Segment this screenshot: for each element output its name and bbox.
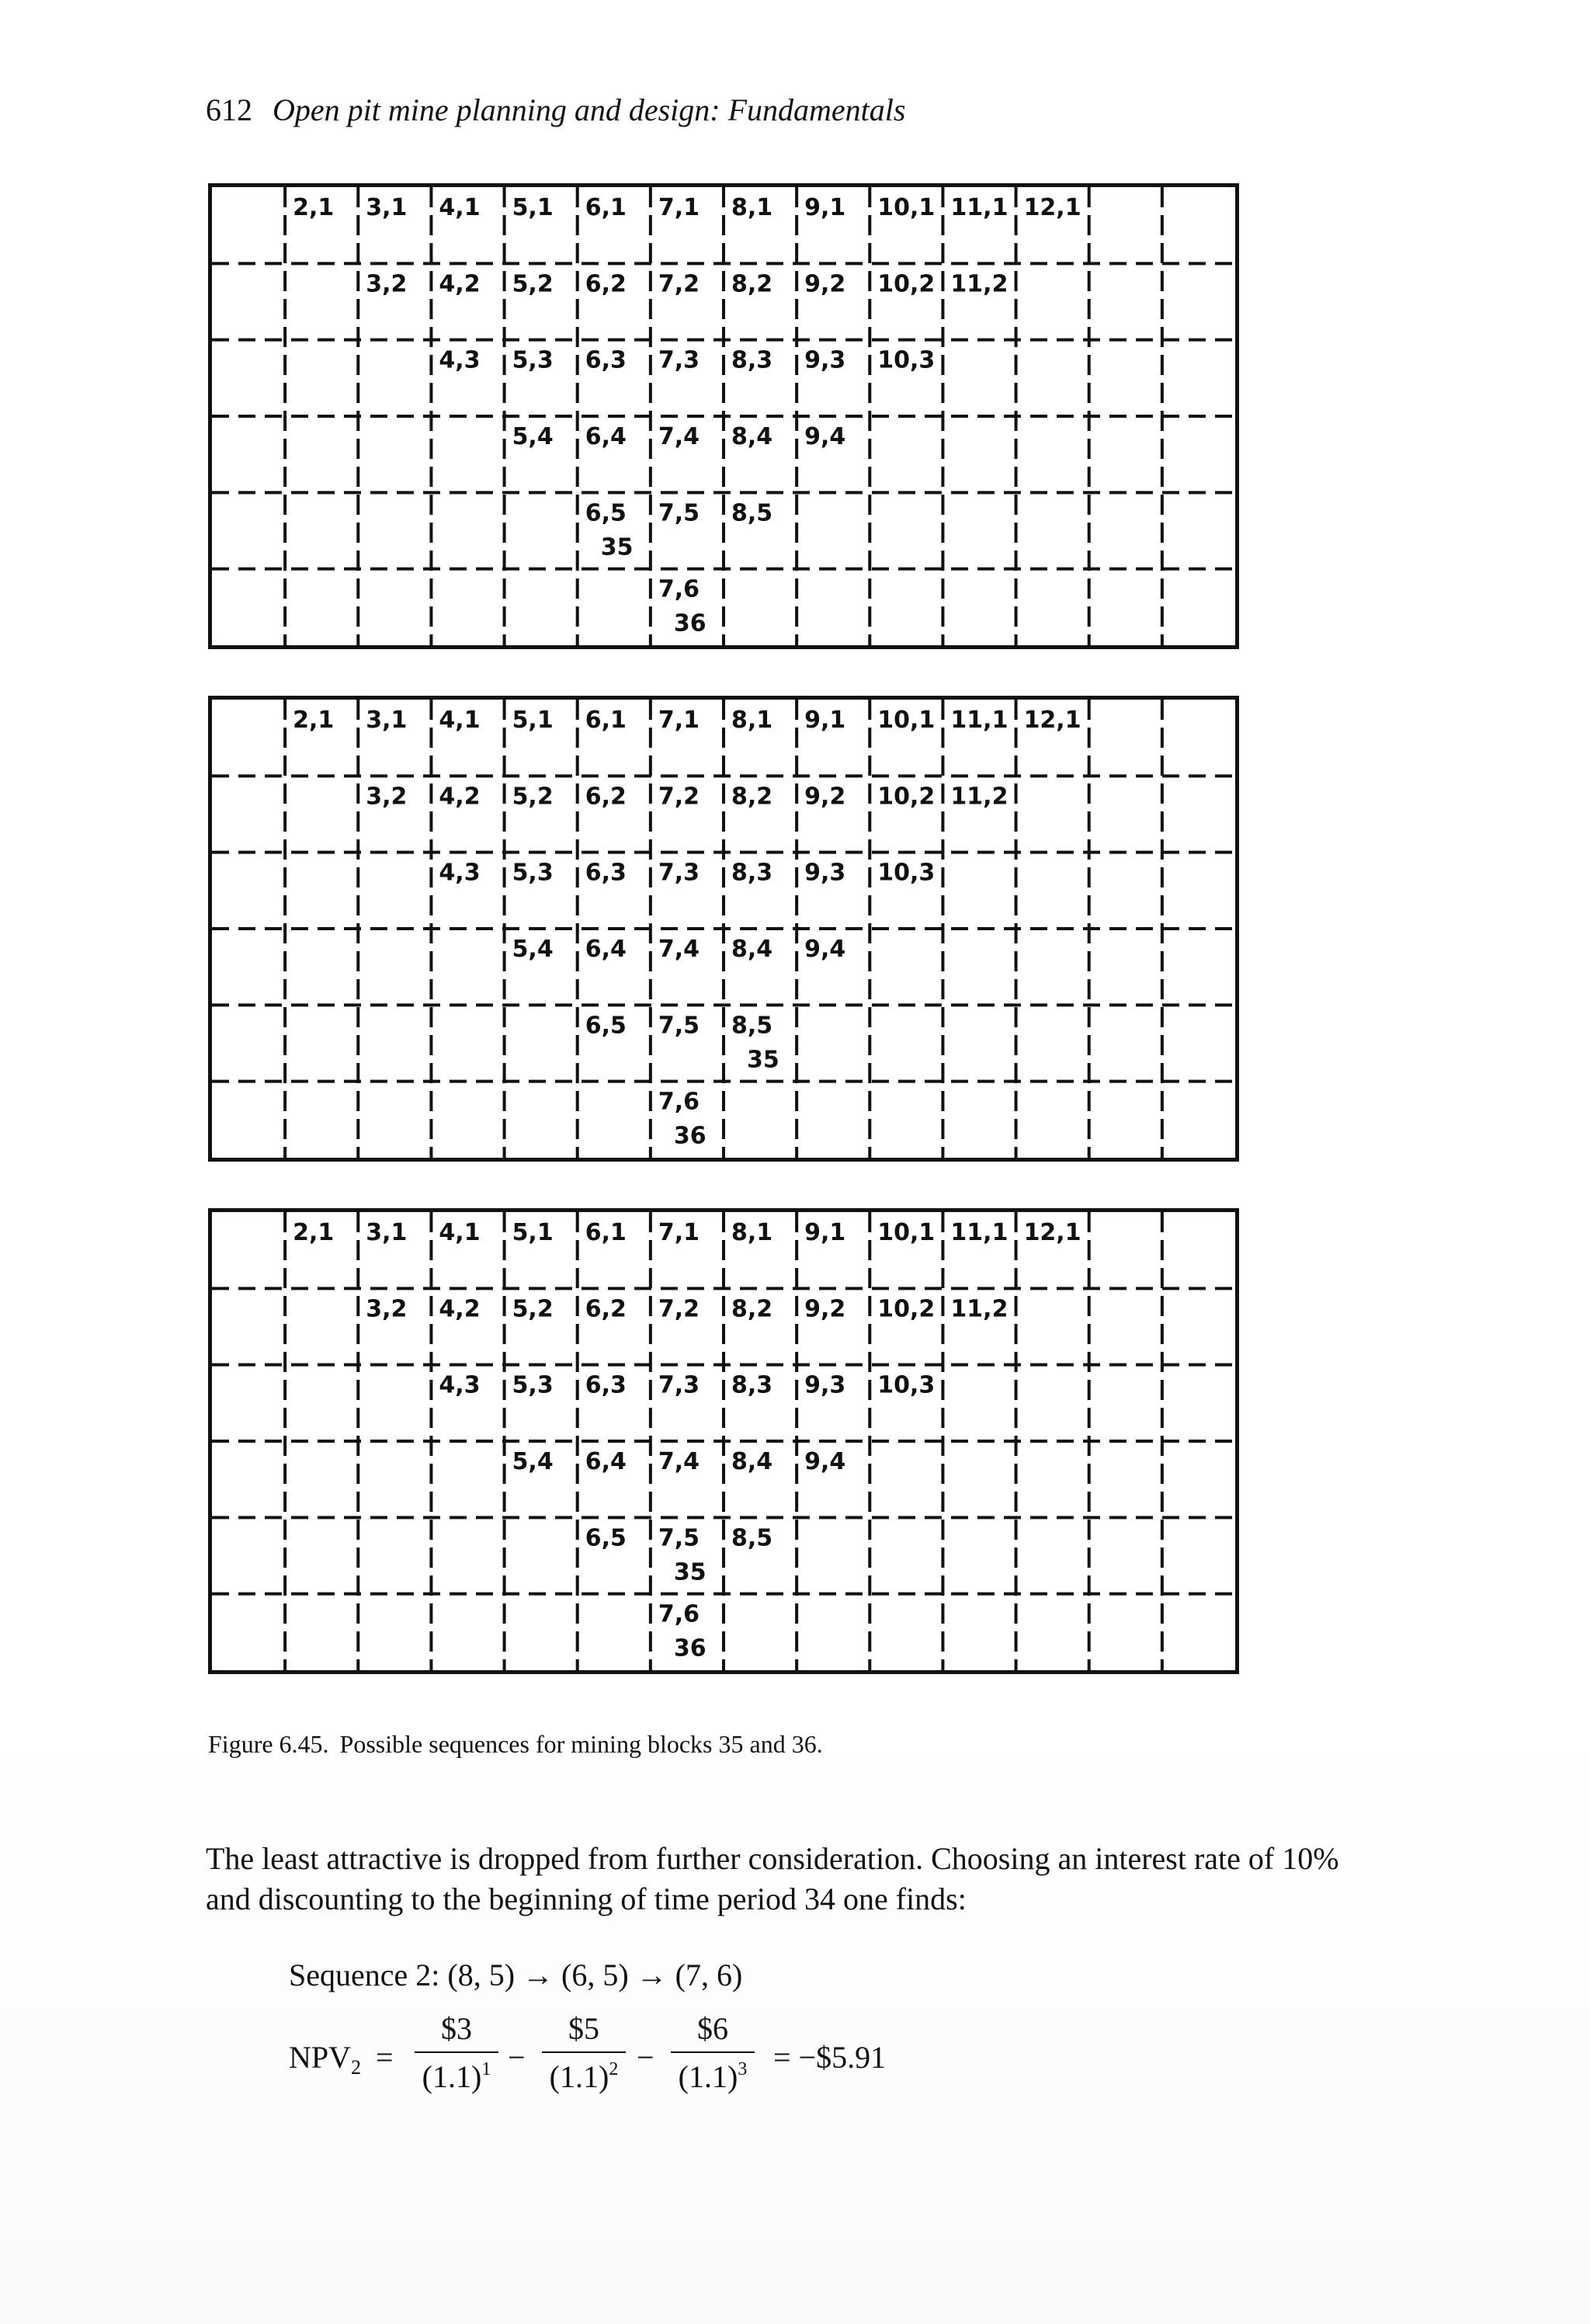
block-label: 9,2 [804,783,846,811]
block-number: 35 [600,533,634,561]
npv-term-1 [410,2010,503,2096]
block-label: 6,3 [585,859,627,887]
block-label: 8,4 [731,936,773,963]
block-label: 8,5 [731,1012,773,1040]
block-grid-panel-2 [208,696,1239,1162]
block-number: 36 [673,1634,706,1662]
block-label: 11,1 [950,194,1009,221]
paragraph-line-2: and discounting to the beginning of time period 34 one finds: [206,1881,967,1916]
block-label: 9,3 [804,859,846,887]
paragraph-line-1: The least attractive is dropped from further consideration. Choosing an interest rate of 10% [206,1841,1339,1876]
block-label: 10,2 [877,783,936,811]
block-label: 8,4 [731,1448,773,1475]
block-label: 7,6 [658,1088,700,1116]
block-label: 11,2 [950,1295,1009,1323]
block-label: 8,2 [731,1295,773,1323]
block-number: 35 [673,1558,706,1586]
block-label: 8,1 [731,707,773,734]
block-label: 10,3 [877,346,936,374]
term-1-base: (1.1) [422,2059,482,2094]
block-label: 5,2 [512,1295,554,1323]
block-label: 7,2 [658,270,700,298]
term-3-exponent: 3 [738,2059,748,2079]
block-label: 10,2 [877,270,936,298]
block-label: 6,2 [585,270,627,298]
block-grid-panel-1 [208,183,1239,649]
npv-minus-2: − [637,2040,654,2075]
block-label: 6,4 [585,936,627,963]
block-label: 3,1 [366,1219,408,1246]
block-number: 35 [747,1046,779,1074]
block-label: 7,1 [658,194,700,221]
block-label: 10,1 [877,707,936,734]
grid-svg-3 [212,1212,1235,1670]
term-2-base: (1.1) [549,2059,609,2094]
npv-result: = −$5.91 [773,2040,887,2075]
block-label: 8,1 [731,1219,773,1246]
book-title: Open pit mine planning and design: Fundamentals [273,92,906,127]
block-label: 7,2 [658,783,700,811]
running-head [206,92,905,128]
block-label: 2,1 [293,194,335,221]
block-label: 4,1 [439,1219,481,1246]
block-label: 4,2 [439,270,481,298]
block-label: 5,4 [512,423,554,450]
block-label: 2,1 [293,707,335,734]
term-2-denominator [537,2058,630,2096]
block-label: 6,5 [585,1012,627,1040]
block-label: 11,1 [950,707,1009,734]
block-label: 8,3 [731,346,773,374]
block-label: 7,6 [658,575,700,603]
fraction-bar [671,2051,755,2053]
block-number: 36 [673,610,706,637]
npv-minus-1: − [508,2040,526,2075]
block-grid-panel-3 [208,1208,1239,1674]
block-label: 8,1 [731,194,773,221]
block-label: 7,1 [658,707,700,734]
block-label: 3,2 [366,783,408,811]
term-2-numerator: $5 [568,2011,599,2046]
block-label: 4,3 [439,1371,481,1399]
block-label: 12,1 [1023,194,1081,221]
block-label: 7,2 [658,1295,700,1323]
block-label: 7,3 [658,859,700,887]
block-label: 6,3 [585,1371,627,1399]
block-label: 7,5 [658,499,700,527]
block-label: 10,3 [877,1371,936,1399]
term-1-numerator: $3 [441,2011,472,2046]
block-label: 10,3 [877,859,936,887]
block-label: 7,4 [658,423,700,450]
block-label: 8,3 [731,1371,773,1399]
npv-subscript: 2 [351,2056,362,2079]
block-label: 5,4 [512,936,554,963]
block-label: 4,3 [439,859,481,887]
block-label: 11,2 [950,270,1009,298]
npv-term-2 [537,2010,630,2096]
block-label: 9,4 [804,423,846,450]
block-label: 6,1 [585,707,627,734]
block-label: 10,2 [877,1295,936,1323]
block-label: 9,2 [804,270,846,298]
block-label: 6,4 [585,1448,627,1475]
block-label: 9,3 [804,1371,846,1399]
block-label: 7,6 [658,1600,700,1628]
block-label: 7,1 [658,1219,700,1246]
block-label: 3,1 [366,707,408,734]
block-label: 3,2 [366,1295,408,1323]
block-label: 7,3 [658,1371,700,1399]
block-label: 9,1 [804,194,846,221]
block-label: 5,3 [512,346,554,374]
npv-lhs [289,2039,362,2079]
body-paragraph [206,1839,1440,1919]
block-label: 9,1 [804,707,846,734]
block-label: 6,3 [585,346,627,374]
block-label: 9,4 [804,936,846,963]
block-label: 4,1 [439,194,481,221]
block-label: 10,1 [877,1219,936,1246]
block-label: 7,4 [658,936,700,963]
block-label: 11,1 [950,1219,1009,1246]
block-label: 6,2 [585,1295,627,1323]
block-label: 5,1 [512,194,554,221]
block-label: 5,2 [512,270,554,298]
block-label: 8,5 [731,499,773,527]
npv-term-3 [666,2010,759,2096]
block-label: 5,3 [512,1371,554,1399]
block-label: 8,2 [731,783,773,811]
sequence-line: Sequence 2: (8, 5) → (6, 5) → (7, 6) [289,1958,743,1992]
block-label: 7,4 [658,1448,700,1475]
block-label: 8,2 [731,270,773,298]
block-label: 4,2 [439,1295,481,1323]
grid-svg-1 [212,187,1235,645]
grid-svg-2 [212,700,1235,1158]
block-label: 6,4 [585,423,627,450]
term-2-exponent: 2 [609,2059,619,2079]
block-label: 9,4 [804,1448,846,1475]
block-label: 3,2 [366,270,408,298]
block-label: 3,1 [366,194,408,221]
block-label: 10,1 [877,194,936,221]
block-label: 2,1 [293,1219,335,1246]
block-label: 6,5 [585,1524,627,1552]
caption-text: Possible sequences for mining blocks 35 and 36. [339,1730,823,1758]
block-label: 9,3 [804,346,846,374]
npv-equals: = [376,2040,394,2075]
block-label: 9,2 [804,1295,846,1323]
block-label: 6,2 [585,783,627,811]
block-label: 5,1 [512,707,554,734]
term-3-base: (1.1) [678,2059,738,2094]
block-label: 5,2 [512,783,554,811]
caption-number: Figure 6.45. [208,1730,329,1758]
block-label: 8,3 [731,859,773,887]
block-number: 36 [673,1122,706,1150]
block-label: 11,2 [950,783,1009,811]
block-label: 6,1 [585,1219,627,1246]
block-label: 4,3 [439,346,481,374]
block-label: 6,5 [585,499,627,527]
block-label: 5,4 [512,1448,554,1475]
figure-caption [208,1730,823,1759]
block-label: 4,1 [439,707,481,734]
page-number: 612 [206,92,252,127]
block-label: 6,1 [585,194,627,221]
block-label: 7,5 [658,1524,700,1552]
fraction-bar [415,2051,498,2053]
fraction-bar [542,2051,626,2053]
block-label: 7,3 [658,346,700,374]
block-label: 12,1 [1023,1219,1081,1246]
npv-symbol: NPV [289,2040,352,2075]
block-label: 5,3 [512,859,554,887]
block-label: 8,4 [731,423,773,450]
term-3-denominator [666,2058,759,2096]
block-label: 8,5 [731,1524,773,1552]
term-1-denominator [410,2058,503,2096]
block-label: 4,2 [439,783,481,811]
term-3-numerator: $6 [697,2011,728,2046]
block-label: 12,1 [1023,707,1081,734]
block-label: 5,1 [512,1219,554,1246]
block-label: 7,5 [658,1012,700,1040]
term-1-exponent: 1 [481,2059,491,2079]
block-label: 9,1 [804,1219,846,1246]
